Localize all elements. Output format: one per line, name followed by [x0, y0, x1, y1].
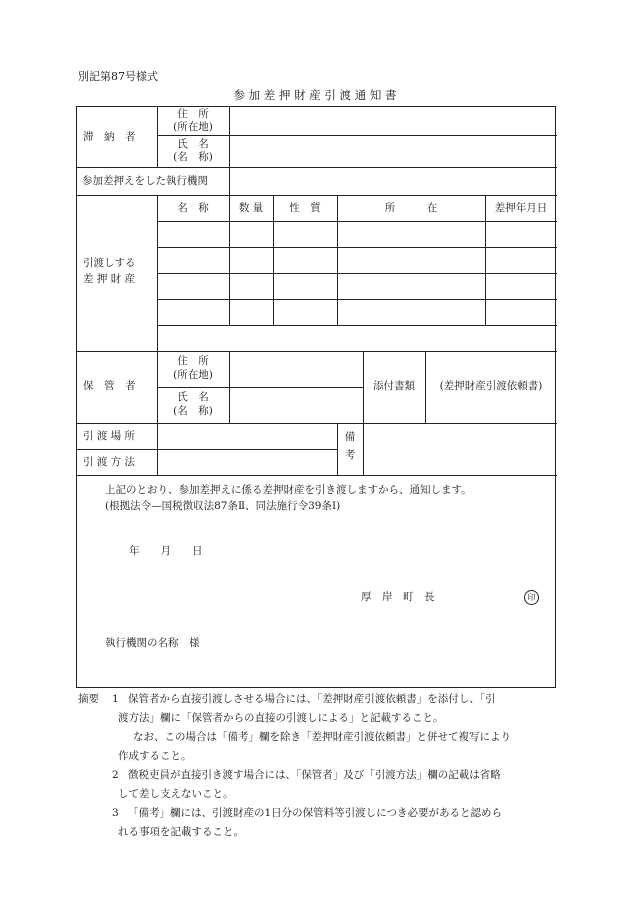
rule [77, 167, 557, 168]
legal-basis: (根拠法令—国税徴収法87条Ⅱ、同法施行令39条Ⅰ) [105, 500, 341, 512]
property-header-name: 名 称 [177, 202, 209, 214]
attachment-label: 添付書類 [373, 380, 415, 392]
note-3-line-2: れる事項を記載すること。 [118, 826, 244, 838]
rule [77, 475, 557, 476]
delinquent-address-label: 住 所 [177, 108, 209, 120]
custodian-address-sub-label: (所在地) [173, 369, 213, 381]
custodian-address-label: 住 所 [177, 355, 209, 367]
rule [157, 221, 557, 222]
rule [157, 273, 557, 274]
rule [157, 423, 158, 475]
rule [229, 167, 230, 195]
form-number-label: 別記第87号様式 [78, 70, 158, 83]
delinquent-address-sub-label: (所在地) [173, 121, 213, 133]
delinquent-name-label: 氏 名 [177, 138, 209, 150]
property-label-line2: 差 押 財 産 [83, 273, 136, 285]
property-header-quantity: 数 量 [238, 202, 264, 214]
rule [157, 247, 557, 248]
rule [77, 449, 337, 450]
property-header-location: 所 在 [384, 202, 438, 214]
property-header-nature: 性 質 [289, 202, 321, 214]
rule [157, 195, 158, 351]
notice-date: 年 月 日 [129, 545, 203, 557]
delinquent-label: 滞 納 者 [83, 131, 136, 143]
custodian-name-sub-label: (名 称) [173, 405, 213, 417]
issuer-name: 厚 岸 町 長 [361, 591, 435, 603]
delivery-method-label: 引 渡 方 法 [83, 456, 136, 468]
custodian-name-label: 氏 名 [177, 391, 209, 403]
rule [77, 351, 557, 352]
property-header-seizure-date: 差押年月日 [494, 202, 548, 214]
note-3-line-1: 「備考」欄には、引渡財産の1日分の保管料等引渡しにつき必要があると認めら [128, 807, 502, 819]
rule [229, 351, 230, 423]
note-2-line-2: して差し支えないこと。 [118, 788, 234, 800]
rule [363, 423, 364, 475]
rule [157, 299, 557, 300]
property-label-line1: 引渡しする [83, 257, 136, 269]
rule [229, 107, 230, 167]
note-2-number: 2 [112, 769, 119, 781]
attachment-value: (差押財産引渡依頼書) [439, 380, 543, 392]
note-1-number: 1 [112, 693, 119, 705]
notice-form [76, 106, 556, 688]
rule [157, 135, 557, 136]
notes-heading: 摘要 [78, 693, 99, 705]
notice-text: 上記のとおり、参加差押えに係る差押財産を引き渡しますから、通知します。 [105, 484, 472, 496]
recipient-name: 執行機関の名称 様 [105, 637, 200, 649]
exec-agency-label: 参加差押えをした執行機関 [82, 175, 208, 187]
rule [157, 325, 557, 326]
note-1-line-4: 作成すること。 [118, 750, 192, 762]
remarks-label-bottom: 考 [344, 449, 356, 461]
seal-mark-icon: 印 [524, 590, 539, 605]
custodian-label: 保 管 者 [83, 380, 136, 392]
note-3-number: 3 [112, 807, 119, 819]
note-1-line-1: 保管者から直接引渡しさせる場合には、「差押財産引渡依頼書」を添付し、「引 [128, 693, 496, 705]
delivery-place-label: 引 渡 場 所 [83, 430, 136, 442]
note-1-line-3: なお、この場合は「備考」欄を除き「差押財産引渡依頼書」と併せて複写により [133, 731, 511, 743]
delinquent-name-sub-label: (名 称) [173, 151, 213, 163]
rule [157, 387, 363, 388]
note-1-line-2: 渡方法」欄に「保管者からの直接の引渡しによる」と記載すること。 [118, 712, 444, 724]
rule [77, 423, 557, 424]
remarks-label-top: 備 [344, 431, 356, 443]
document-title: 参 加 差 押 財 産 引 渡 通 知 書 [233, 88, 397, 102]
note-2-line-1: 徴税吏員が直接引き渡す場合には、「保管者」及び「引渡方法」欄の記載は省略 [128, 769, 501, 781]
